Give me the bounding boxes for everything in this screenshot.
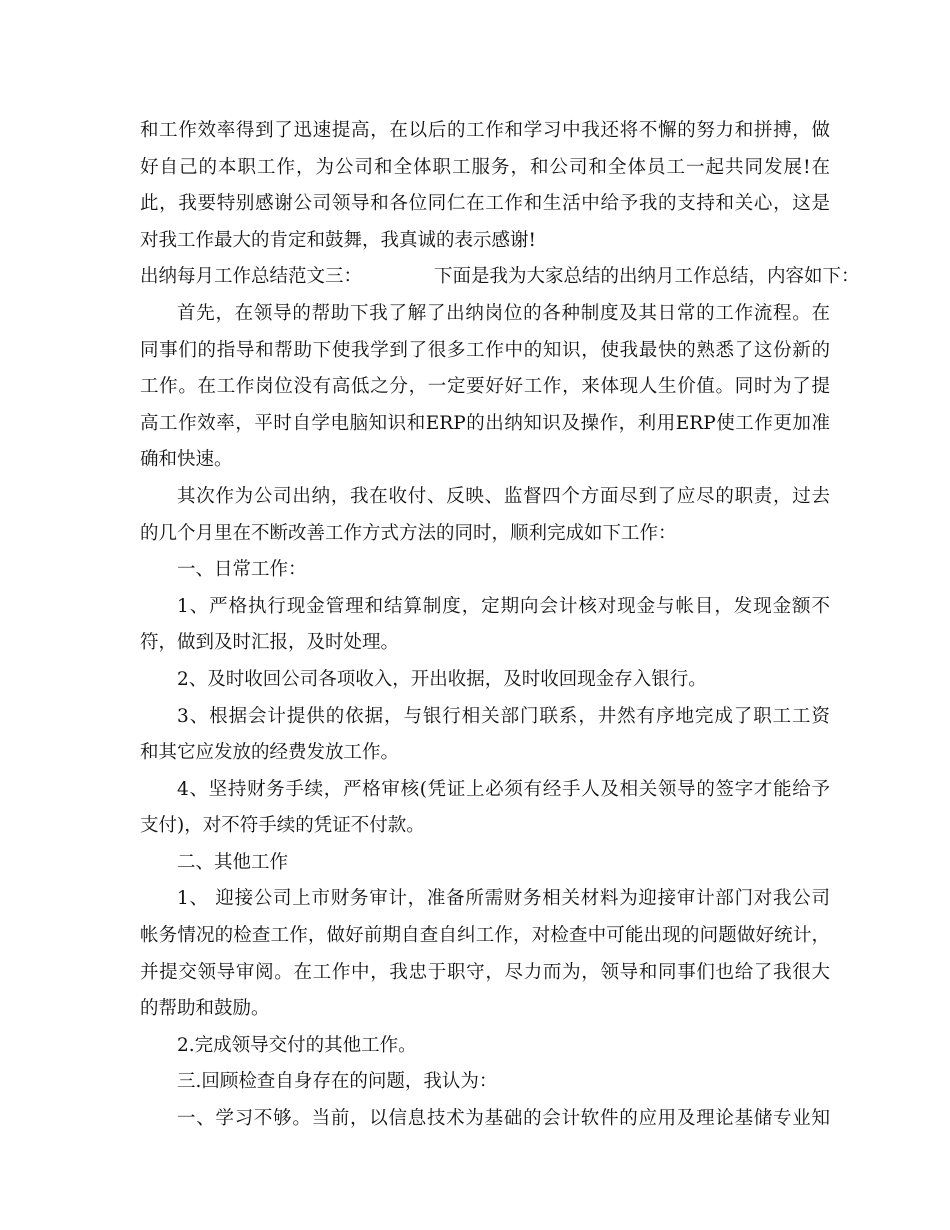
subheading-line: 一、日常工作： (177, 559, 307, 581)
text-line: 的帮助和鼓励。 (140, 998, 270, 1020)
text-line: 一、学习不够。当前，以信息技术为基础的会计软件的应用及理论基储专业知 (177, 1108, 830, 1130)
text-line: 和工作效率得到了迅速提高，在以后的工作和学习中我还将不懈的努力和拼搏，做 (140, 120, 830, 141)
text-line: 帐务情况的检查工作，做好前期自查自纠工作，对检查中可能出现的问题做好统计， (140, 925, 830, 947)
document-body (140, 113, 860, 1138)
text-line: 首先，在领导的帮助下我了解了出纳岗位的各种制度及其日常的工作流程。在 (177, 302, 830, 324)
text-line: 和其它应发放的经费发放工作。 (140, 742, 400, 764)
text-line: 工作。在工作岗位没有高低之分，一定要好好工作，来体现人生价值。同时为了提 (140, 376, 830, 398)
text-line: 4、坚持财务手续，严格审核(凭证上必须有经手人及相关领导的签字才能给予 (177, 778, 830, 800)
text-line: 好自己的本职工作，为公司和全体职工服务，和公司和全体员工一起共同发展!在 (140, 156, 831, 178)
subheading-line: 三.回顾检查自身存在的问题，我认为： (177, 1071, 498, 1093)
text-line: 2、及时收回公司各项收入，开出收据，及时收回现金存入银行。 (177, 668, 707, 690)
subheading-line: 二、其他工作 (177, 851, 289, 873)
text-line: 1、 迎接公司上市财务审计，准备所需财务相关材料为迎接审计部门对我公司 (177, 888, 830, 910)
text-line: 符，做到及时汇报，及时处理。 (140, 632, 400, 654)
text-line: 并提交领导审阅。在工作中，我忠于职守，尽力而为，领导和同事们也给了我很大 (140, 961, 830, 983)
text-line: 高工作效率，平时自学电脑知识和ERP的出纳知识及操作，利用ERP使工作更加准 (140, 412, 830, 434)
text-line: 1、严格执行现金管理和结算制度，定期向会计核对现金与帐目，发现金额不 (177, 595, 830, 617)
text-line: 此，我要特别感谢公司领导和各位同仁在工作和生活中给予我的支持和关心，这是 (140, 193, 830, 215)
text-line: 确和快速。 (140, 449, 233, 471)
section-heading: 出纳每月工作总结范文三： (140, 266, 363, 288)
text-line: 的几个月里在不断改善工作方式方法的同时，顺利完成如下工作： (140, 522, 677, 544)
text-line: 支付)，对不符手续的凭证不付款。 (140, 815, 425, 837)
text-line: 2.完成领导交付的其他工作。 (177, 1034, 417, 1056)
section-intro: 下面是我为大家总结的出纳月工作总结，内容如下： (434, 266, 860, 288)
text-line: 对我工作最大的肯定和鼓舞，我真诚的表示感谢! (140, 229, 536, 251)
text-line: 同事们的指导和帮助下使我学到了很多工作中的知识，使我最快的熟悉了这份新的 (140, 339, 830, 361)
text-line: 其次作为公司出纳，我在收付、反映、监督四个方面尽到了应尽的职责，过去 (177, 485, 830, 507)
section-heading-line (140, 259, 860, 296)
text-line: 3、根据会计提供的依据，与银行相关部门联系，井然有序地完成了职工工资 (177, 705, 830, 727)
